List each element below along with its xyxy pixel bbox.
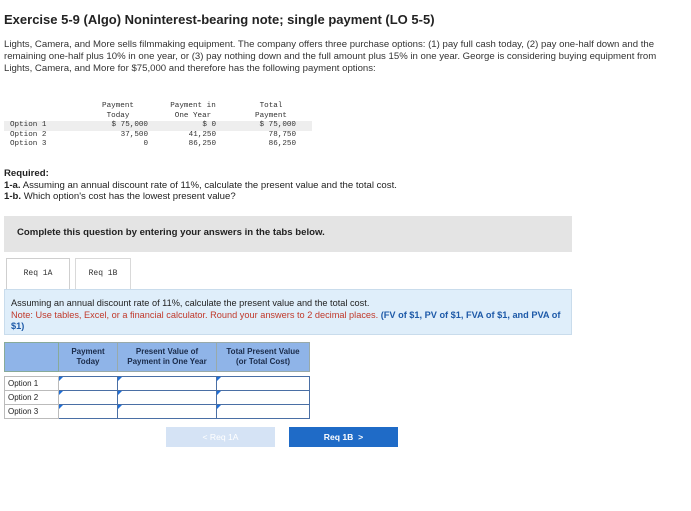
- row-label: Option 2: [5, 391, 59, 405]
- problem-intro: Lights, Camera, and More sells filmmaking equipment. The company offers three purchase options: (1) pay full cash today, (2) pay one-half down and the remaining one-half plus 10% in one year, or (3) pay nothing down and the full amount plus 15% in one year. George is considering buying equipment from Lights, Camera, and More for $75,000 and therefore has the following payment options:: [4, 39, 657, 74]
- table-cell: $ 0: [202, 121, 216, 129]
- answer-table: [4, 342, 310, 419]
- table-row-label: Option 1: [10, 121, 47, 129]
- option-1-payment-today-input[interactable]: [59, 378, 117, 390]
- prev-req-1a-button[interactable]: [166, 427, 275, 447]
- banner-text: Complete this question by entering your answers in the tabs below.: [17, 227, 325, 238]
- table-row-label: Option 2: [10, 130, 47, 139]
- table-cell: 0: [143, 140, 148, 148]
- page-title: Exercise 5-9 (Algo) Noninterest-bearing note; single payment (LO 5-5): [4, 12, 435, 27]
- option-2-payment-today-input[interactable]: [59, 392, 117, 404]
- tab-req-1a[interactable]: Req 1A: [6, 258, 70, 289]
- panel-instruction: Assuming an annual discount rate of 11%, calculate the present value and the total cost.: [11, 298, 370, 308]
- panel-note: [11, 310, 567, 332]
- chevron-left-icon: <: [202, 432, 208, 442]
- required-item-1a: [4, 180, 397, 191]
- option-3-payment-today-input[interactable]: [59, 406, 117, 418]
- chevron-right-icon: >: [358, 432, 364, 442]
- tab-req-1b[interactable]: Req 1B: [75, 258, 131, 289]
- table-cell: 78,750: [268, 130, 296, 139]
- table-cell: 86,250: [188, 140, 216, 148]
- table-links[interactable]: (FV of $1, PV of $1, FVA of $1, and PVA of $1): [11, 310, 561, 331]
- required-heading: Required:: [4, 168, 49, 179]
- header-total-payment: Total: [259, 102, 283, 110]
- table-cell: 86,250: [268, 140, 296, 148]
- option-2-present-value-input[interactable]: [118, 392, 216, 404]
- row-label: Option 1: [5, 377, 59, 391]
- header-total-present-value: Total Present Value (or Total Cost): [217, 343, 310, 372]
- required-item-1b: [4, 191, 236, 202]
- option-1-present-value-input[interactable]: [118, 378, 216, 390]
- header-payment-today-2: Today: [106, 111, 130, 120]
- note-text: Note: Use tables, Excel, or a financial calculator. Round your answers to 2 decimal places.: [11, 310, 379, 320]
- table-row-label: Option 3: [10, 140, 47, 148]
- header-payment-today: Payment: [102, 102, 134, 110]
- header-payment-today: Payment Today: [59, 343, 118, 372]
- option-3-total-input[interactable]: [217, 406, 309, 418]
- required-item-number: 1-b.: [4, 191, 22, 202]
- row-label: Option 3: [5, 405, 59, 419]
- header-total-payment-2: Payment: [255, 111, 287, 120]
- question-panel: [4, 289, 572, 335]
- table-row: [5, 391, 310, 405]
- option-2-total-input[interactable]: [217, 392, 309, 404]
- option-3-present-value-input[interactable]: [118, 406, 216, 418]
- table-cell: $ 75,000: [111, 121, 148, 129]
- required-item-text: Assuming an annual discount rate of 11%, calculate the present value and the total cost.: [22, 180, 397, 191]
- option-1-total-input[interactable]: [217, 378, 309, 390]
- next-button-label: Req 1B: [323, 432, 354, 442]
- table-cell: 37,500: [120, 130, 148, 139]
- table-row: [5, 377, 310, 391]
- header-payment-in-one-year: Payment in: [170, 102, 216, 110]
- prev-button-label: Req 1A: [209, 432, 239, 442]
- next-req-1b-button[interactable]: [289, 427, 398, 447]
- header-payment-in-one-year-2: One Year: [174, 111, 212, 120]
- table-cell: $ 75,000: [259, 121, 296, 129]
- header-present-value: Present Value of Payment in One Year: [118, 343, 217, 372]
- instructions-banner: [4, 216, 572, 252]
- required-item-number: 1-a.: [4, 180, 21, 191]
- table-cell: 41,250: [188, 130, 216, 139]
- required-item-text: Which option's cost has the lowest present value?: [23, 191, 236, 202]
- table-row: [5, 405, 310, 419]
- payment-options-table: [4, 102, 312, 150]
